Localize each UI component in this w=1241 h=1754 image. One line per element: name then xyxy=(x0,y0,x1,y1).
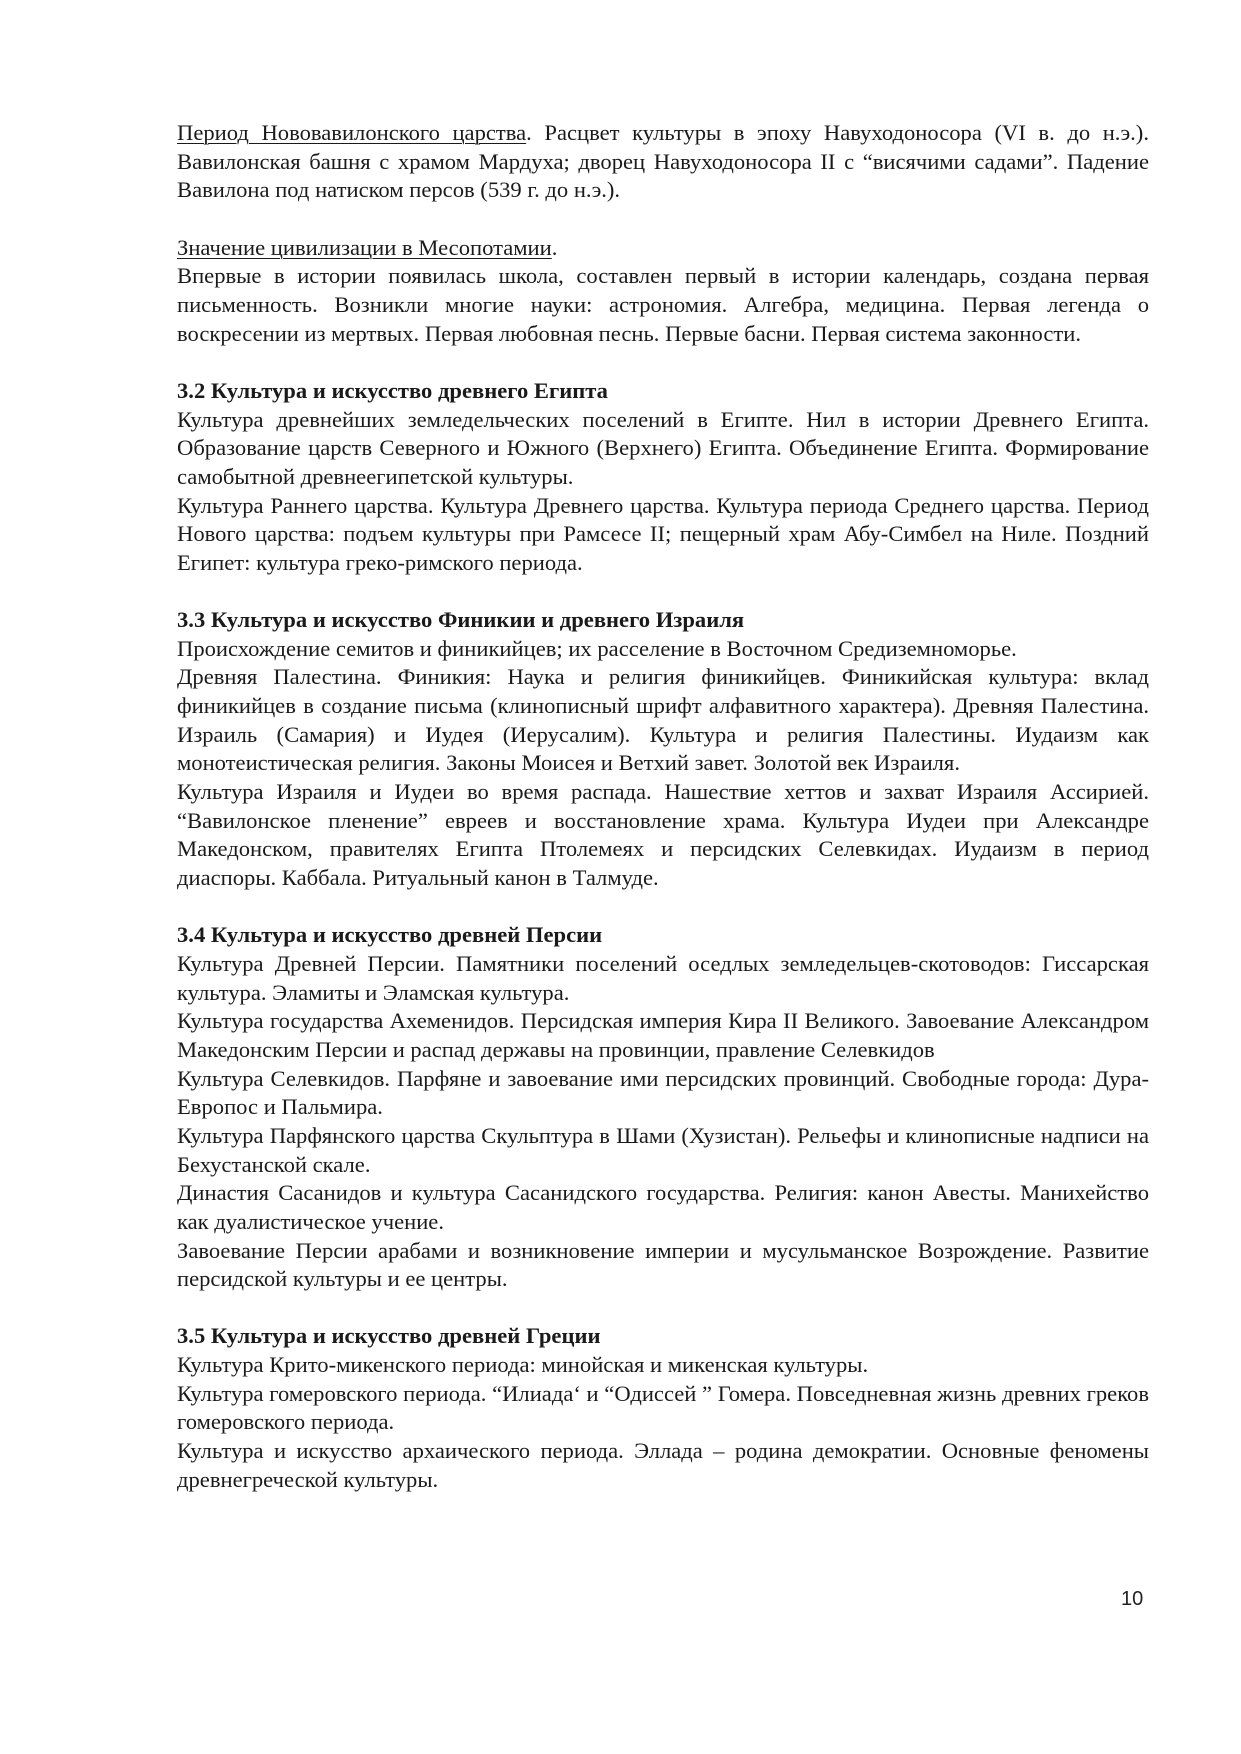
intro-paragraph-neo-babylonian xyxy=(177,119,1149,205)
spacer xyxy=(177,893,1149,922)
section-paragraph: Культура Израиля и Иудеи во время распада. Нашествие хеттов и захват Израиля Ассирией. “Вавилонское пленение” евреев и восстановление храма. Культура Иудеи при Александре Македонском, правителях Египта Птолемеях и персидских Селевкидах. Иудаизм в период диаспоры. Каббала. Ритуальный канон в Талмуде. xyxy=(177,779,1149,891)
section-paragraph: Культура Парфянского царства Скульптура в Шами (Хузистан). Рельефы и клинописные надписи на Бехустанской скале. xyxy=(177,1122,1149,1177)
mesopotamia-title: Значение цивилизации в Месопотамии xyxy=(177,234,552,260)
mesopotamia-title-end: . xyxy=(551,234,558,260)
section-paragraph: Культура государства Ахеменидов. Персидская империя Кира II Великого. Завоевание Александром Македонским Персии и распад державы на провинции, правление Селевкидов xyxy=(177,1008,1149,1062)
spacer xyxy=(177,348,1149,377)
section-paragraph: Культура Селевкидов. Парфяне и завоевание ими персидских провинций. Свободные города: Дура-Европос и Пальмира. xyxy=(177,1065,1149,1120)
neo-babylonian-text: . Расцвет культуры в эпоху Навуходоносора (VI в. до н.э.). Вавилонская башня с храмом Мардуха; дворец Навуходоносора II с “висячими садами”. Падение Вавилона под натиском персов (539 г. до н.э.). xyxy=(177,120,1149,203)
page-number: 10 xyxy=(1121,1588,1144,1610)
section-heading-phoenicia-israel: 3.3 Культура и искусство Финикии и древнего Израиля xyxy=(177,607,745,633)
section-paragraph: Культура гомеровского периода. “Илиада‘ и “Одиссей ” Гомера. Повседневная жизнь древних греков гомеровского периода. xyxy=(177,1380,1149,1435)
mesopotamia-paragraph: Впервые в истории появилась школа, составлен первый в истории календарь, создана первая письменность. Возникли многие науки: астрономия. Алгебра, медицина. Первая легенда о воскресении из мертвых. Первая любовная песнь. Первые басни. Первая система законности. xyxy=(177,263,1149,346)
section-paragraph: Древняя Палестина. Финикия: Наука и религия финикийцев. Финикийская культура: вклад финикийцев в создание письма (клинописный шрифт алфавитного характера). Древняя Палестина. Израиль (Самария) и Иудея (Иерусалим). Культура и религия Палестины. Иудаизм как монотеистическая религия. Законы Моисея и Ветхий завет. Золотой век Израиля. xyxy=(177,664,1149,776)
section-heading-persia: 3.4 Культура и искусство древней Персии xyxy=(177,922,603,948)
section-paragraph: Культура Древней Персии. Памятники поселений оседлых земледельцев-скотоводов: Гиссарская культура. Эламиты и Эламская культура. xyxy=(177,950,1149,1005)
section-paragraph: Происхождение семитов и финикийцев; их расселение в Восточном Средиземноморье. xyxy=(177,635,1017,661)
section-paragraph: Завоевание Персии арабами и возникновение империи и мусульманское Возрождение. Развитие персидской культуры и ее центры. xyxy=(177,1237,1149,1292)
section-paragraph: Культура Крито-микенского периода: минойская и микенская культуры. xyxy=(177,1352,869,1378)
spacer xyxy=(177,205,1149,234)
section-paragraph: Культура Раннего царства. Культура Древнего царства. Культура периода Среднего царства. Период Нового царства: подъем культуры при Рамсесе II; пещерный храм Абу-Симбел на Ниле. Поздний Египет: культура греко-римского периода. xyxy=(177,492,1149,575)
spacer xyxy=(177,577,1149,606)
section-paragraph: Культура и искусство архаического периода. Эллада – родина демократии. Основные феномены древнегреческой культуры. xyxy=(177,1438,1149,1492)
section-heading-greece: 3.5 Культура и искусство древней Греции xyxy=(177,1323,601,1349)
document-body xyxy=(177,119,1149,1494)
mesopotamia-title-line xyxy=(177,234,1149,263)
section-paragraph: Династия Сасанидов и культура Сасанидского государства. Религия: канон Авесты. Манихейство как дуалистическое учение. xyxy=(177,1180,1149,1234)
neo-babylonian-title: Период Нововавилонского царства xyxy=(177,120,527,145)
spacer xyxy=(177,1294,1149,1323)
section-heading-egypt: 3.2 Культура и искусство древнего Египта xyxy=(177,377,608,403)
section-paragraph: Культура древнейших земледельческих поселений в Египте. Нил в истории Древнего Египта. Образование царств Северного и Южного (Верхнего) Египта. Объединение Египта. Формирование самобытной древнеегипетской культуры. xyxy=(177,406,1149,489)
